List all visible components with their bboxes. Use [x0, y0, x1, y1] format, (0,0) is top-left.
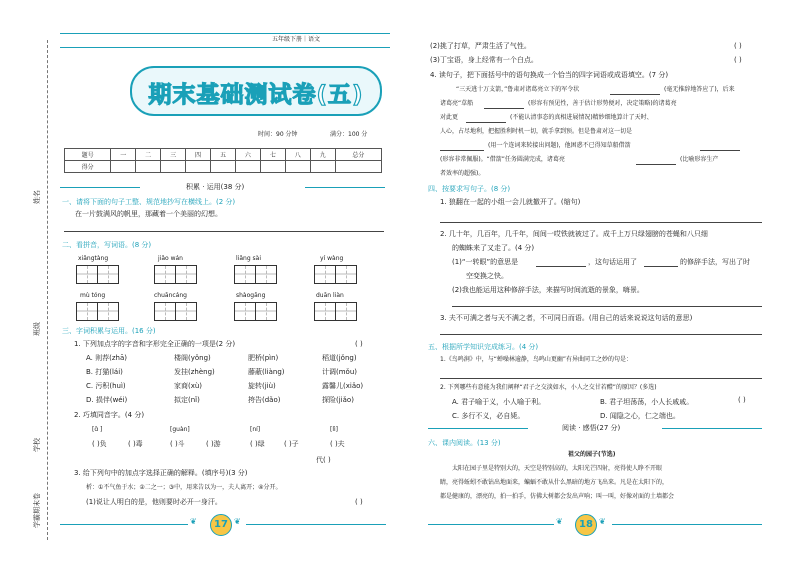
- option-text: 肥桥(pìn): [248, 354, 279, 362]
- answer-line[interactable]: [440, 334, 762, 335]
- footer-rule-left-2: [246, 524, 386, 525]
- answer-line[interactable]: [440, 378, 762, 379]
- section-rule-left: [60, 187, 140, 188]
- blank-field[interactable]: ( )斗: [170, 440, 185, 448]
- table-cell: 得分: [65, 161, 111, 173]
- p1: “三天逃十万支箭，”鲁肃对诸葛亮立下的军令状: [456, 86, 580, 93]
- pinyin-1: xiǎngtàng: [78, 255, 109, 262]
- w1: 1. 狼翻在一起的小组一会儿就撤开了。(缩句): [440, 198, 581, 206]
- writing-box[interactable]: [234, 265, 256, 284]
- writing-box[interactable]: [175, 265, 197, 284]
- option-text: 旋转(jiù): [248, 382, 276, 390]
- score-input[interactable]: [310, 161, 335, 173]
- option-text: 家商(xù): [174, 382, 203, 390]
- w2c: (1)“一转眼”的意思是: [452, 258, 519, 266]
- exam-time: 时间：90 分钟: [258, 131, 298, 138]
- q3-sub2: 2. 巧填同音字。(4 分): [74, 411, 145, 419]
- page-title: 期末基础测试卷(五): [148, 82, 364, 108]
- q3-def: 析：①不气鱼于水；②二之一；③中，用来告以为一，夫人离开；④分开。: [86, 484, 282, 491]
- option-text: 探险(jiǎo): [322, 396, 354, 404]
- writing-box[interactable]: [76, 265, 98, 284]
- sidebar-bottom: 学霸期末卷: [33, 493, 41, 528]
- pinyin-label: [ní]: [250, 426, 261, 433]
- w2cc: 的修辞手法，写出了时: [680, 258, 750, 266]
- pinyin-5: mù tóng: [80, 292, 106, 299]
- writing-box[interactable]: [255, 265, 277, 284]
- p2: 诸葛亮“草船: [440, 100, 474, 107]
- writing-box[interactable]: [175, 302, 197, 321]
- footer-rule-left: [60, 524, 188, 525]
- writing-box[interactable]: [97, 302, 119, 321]
- table-cell: 二: [136, 149, 161, 161]
- w2cb: ，这句话运用了: [588, 258, 637, 266]
- option-kd[interactable]: D. 闻隐之心，仁之端也。: [600, 412, 680, 420]
- footer-rule-right-2: [612, 524, 762, 525]
- score-input[interactable]: [235, 161, 260, 173]
- pinyin-6: chuāncáng: [154, 292, 187, 299]
- p4: 人心，占尽地利，把握胜利时机一切，就手拿到预。但是鲁肃对这一切是: [440, 128, 633, 135]
- exam-score: 满分：100 分: [330, 131, 368, 138]
- leaf-icon: ❦: [556, 517, 563, 526]
- pinyin-label: [ɑ̄ ]: [92, 426, 103, 433]
- sidebar-school: 学校: [33, 438, 41, 452]
- blank-line[interactable]: [484, 108, 524, 109]
- pinyin-label: [guàn]: [170, 426, 190, 433]
- q3-s1: (1)说让人明白的是，他则要时必开一身汗。: [86, 498, 222, 506]
- reading-title: 祖父的园子(节选): [568, 451, 616, 458]
- score-input[interactable]: [111, 161, 136, 173]
- blank-field[interactable]: ( )游: [206, 440, 221, 448]
- page-number-right: 18: [575, 514, 597, 536]
- option-text: 藤蔽(liàng): [248, 368, 285, 376]
- p6b: (比喻形容生产: [680, 156, 719, 163]
- option-b[interactable]: B. 打猫(lái): [86, 368, 123, 376]
- w2e: (2)我也能运用这种修辞手法，来描写时间流逝的景象，嗨景。: [452, 286, 644, 294]
- binding-line: [47, 40, 48, 540]
- section-read: 阅读 · 感悟(27 分): [562, 424, 621, 432]
- p2b: (形容有预见性，善于估计形势便对，决定策略)的诸葛亮: [528, 100, 677, 107]
- section-rule-right: [305, 187, 385, 188]
- reading-line-3: 都是健康的，漂亮的，拍一拍手，仿佛大树都会发出声响；叫一叫，好像对面的土墙都会: [440, 493, 675, 500]
- table-cell: 总分: [335, 149, 381, 161]
- score-input[interactable]: [260, 161, 285, 173]
- k2: 2. 下列哪些有意能为我们阐释“君子之交淡如水，小人之交甘若醴”的原因？(多选): [440, 384, 657, 391]
- writing-box[interactable]: [314, 265, 336, 284]
- option-d[interactable]: D. 损伴(wéi): [86, 396, 128, 404]
- table-cell: 一: [111, 149, 136, 161]
- p5a: (用一个连词来转接出问题)，他困惑不已得知草船借箭: [488, 142, 631, 149]
- blank-line[interactable]: [636, 164, 676, 165]
- q3-sub1-paren[interactable]: ( ): [355, 340, 363, 348]
- blank-field[interactable]: ( )子: [284, 440, 299, 448]
- writing-box[interactable]: [154, 265, 176, 284]
- score-input[interactable]: [285, 161, 310, 173]
- leaf-icon: ❦: [599, 517, 606, 526]
- q4s-title: 四、按要求写句子。(8 分): [428, 185, 511, 193]
- w2d: 空变换之快。: [466, 272, 508, 280]
- q1-title: 一、请将下面的句子工整、规范地抄写在横线上。(2 分): [62, 198, 236, 206]
- p3b: (不能认清事态的真相进展情况)精妙细地算计了天时、: [510, 114, 653, 121]
- section-rule-left-r: [428, 428, 528, 429]
- score-table: [64, 148, 382, 173]
- pinyin-8: duān liàn: [316, 292, 344, 299]
- table-cell: 八: [285, 149, 310, 161]
- page-number-left: 17: [210, 514, 232, 536]
- k2b[interactable]: ( ): [738, 396, 746, 404]
- blank-line[interactable]: [644, 266, 678, 267]
- writing-box[interactable]: [335, 265, 357, 284]
- blank-field[interactable]: ( )负: [92, 440, 107, 448]
- pinyin-4: yí wàng: [320, 255, 344, 262]
- option-text: 发挂(zhèng): [174, 368, 215, 376]
- header-rule: [60, 47, 390, 48]
- writing-box[interactable]: [335, 302, 357, 321]
- option-text: 稻道(jǒng): [322, 354, 357, 362]
- option-text: 楼阁(yǒng): [174, 354, 211, 362]
- answer-line[interactable]: [452, 306, 762, 307]
- answer-paren[interactable]: ( ): [734, 56, 742, 64]
- pinyin-label: [lì]: [330, 426, 339, 433]
- blank-line[interactable]: [536, 266, 586, 267]
- blank-field[interactable]: ( )夫: [330, 440, 345, 448]
- w2b: 的蜘蛛来了又走了。(4 分): [452, 244, 535, 252]
- r1: (2)挑了打草，严肃生活了气性。: [430, 42, 531, 50]
- table-cell: 四: [186, 149, 211, 161]
- section-jilei: 积累 · 运用(38 分): [186, 183, 245, 191]
- score-input[interactable]: [186, 161, 211, 173]
- table-cell: 题号: [65, 149, 111, 161]
- option-text: 拟定(nǐ): [174, 396, 200, 404]
- option-ka[interactable]: A. 君子喻于义，小人喻于利。: [452, 398, 546, 406]
- table-cell: 五: [211, 149, 236, 161]
- writing-box[interactable]: [97, 265, 119, 284]
- option-kb[interactable]: B. 君子坦荡荡，小人长戚戚。: [600, 398, 694, 406]
- table-cell: 六: [235, 149, 260, 161]
- blank-field[interactable]: ( )毒: [128, 440, 143, 448]
- p3: 对此更: [440, 114, 459, 121]
- q3-ans1[interactable]: ( ): [355, 498, 363, 506]
- q4-title: 4. 读句子，把下面括号中的语句换成一个恰当的四字词语或成语填空。(7 分): [430, 71, 669, 79]
- score-input[interactable]: [136, 161, 161, 173]
- answer-paren[interactable]: ( ): [734, 42, 742, 50]
- q3-title: 三、字词积累与运用。(16 分): [62, 327, 156, 335]
- r2: (3)丁宝语，身上经常有一个白点。: [430, 56, 538, 64]
- p6: (形容非常佩服)。“借箭”任务圆满完成，诸葛亮: [440, 156, 565, 163]
- blank-line[interactable]: [700, 150, 740, 151]
- blank-line[interactable]: [466, 122, 506, 123]
- score-input[interactable]: [211, 161, 236, 173]
- grade-label: 五年级下册｜语文: [272, 36, 321, 43]
- blank-field[interactable]: ( )绿: [250, 440, 265, 448]
- p7: 者效率的超强)。: [440, 170, 485, 177]
- table-cell: 九: [310, 149, 335, 161]
- blank-line[interactable]: [610, 94, 660, 95]
- score-input[interactable]: [335, 161, 381, 173]
- w3: 3. 夫不可满之者与天不满之者，不可同日而语。(用自己的话来说说这句话的意思): [440, 314, 693, 322]
- pinyin-7: shàogāng: [236, 292, 266, 299]
- sidebar-name: 姓名: [33, 190, 41, 204]
- option-text: 计调(mǒu): [322, 368, 357, 376]
- writing-box[interactable]: [76, 302, 98, 321]
- header-top-rule: [60, 33, 390, 34]
- blank-field[interactable]: 代( ): [316, 456, 331, 464]
- q6s-title: 六、课内阅读。(13 分): [428, 439, 501, 447]
- leaf-icon: ❦: [234, 517, 241, 526]
- score-input[interactable]: [161, 161, 186, 173]
- answer-line[interactable]: [440, 222, 762, 223]
- footer-rule-right: [428, 524, 554, 525]
- blank-line[interactable]: [440, 150, 484, 151]
- writing-box[interactable]: [154, 302, 176, 321]
- q3-sub1: 1. 下列加点字的字音和字形完全正确的一项是(2 分): [74, 340, 236, 348]
- writing-box[interactable]: [314, 302, 336, 321]
- w2: 2. 几十年，几百年，几千年，间间一哎铁就被过了。成千上万只绿翅膀的苍蝇和八只细: [440, 230, 708, 238]
- q5s-title: 五、根据所学知识完成练习。(4 分): [428, 343, 539, 351]
- reading-line-2: 睛，亮得蚯蚓不敢钻出地面来，蝙蝠不敢从什么黑暗的地方飞出来。凡是在太阳下的，: [440, 479, 669, 486]
- pinyin-3: liǎng sài: [236, 255, 261, 262]
- writing-box[interactable]: [255, 302, 277, 321]
- section-rule-right-r: [662, 428, 762, 429]
- option-kc[interactable]: C. 多行不义，必自毙。: [452, 412, 525, 420]
- q1-answer-line[interactable]: [64, 231, 384, 232]
- leaf-icon: ❦: [190, 517, 197, 526]
- pinyin-2: jiǎo wán: [158, 255, 183, 262]
- option-a[interactable]: A. 则荐(zhā): [86, 354, 127, 362]
- option-text: 挎告(dǎo): [248, 396, 281, 404]
- table-cell: 三: [161, 149, 186, 161]
- title-banner: [130, 66, 382, 116]
- option-text: 露馨儿(xiǎo): [322, 382, 364, 390]
- q1-text: 在一片鼓满风的帆里，那藏着一个美丽的幻想。: [75, 210, 222, 218]
- p1b: (毫无推辞地答应了)，后来: [664, 86, 735, 93]
- q3-sub3: 3. 给下列句中的加点字选择正确的解释。(填序号)(3 分): [74, 469, 248, 477]
- table-cell: 七: [260, 149, 285, 161]
- writing-box[interactable]: [234, 302, 256, 321]
- option-c[interactable]: C. 污积(huì): [86, 382, 126, 390]
- q2-title: 二、看拼音，写词语。(8 分): [62, 241, 152, 249]
- k1: 1.《鸟鸣涧》中，与“蝉噪林逾静，鸟鸣山更幽”有异曲同工之妙的句是：: [440, 356, 632, 363]
- reading-line-1: 太阳在园子里是特别大的，天空是特别高的，太阳光芒四射，亮得使人睁不开眼: [452, 465, 663, 472]
- sidebar-class: 班级: [33, 322, 41, 336]
